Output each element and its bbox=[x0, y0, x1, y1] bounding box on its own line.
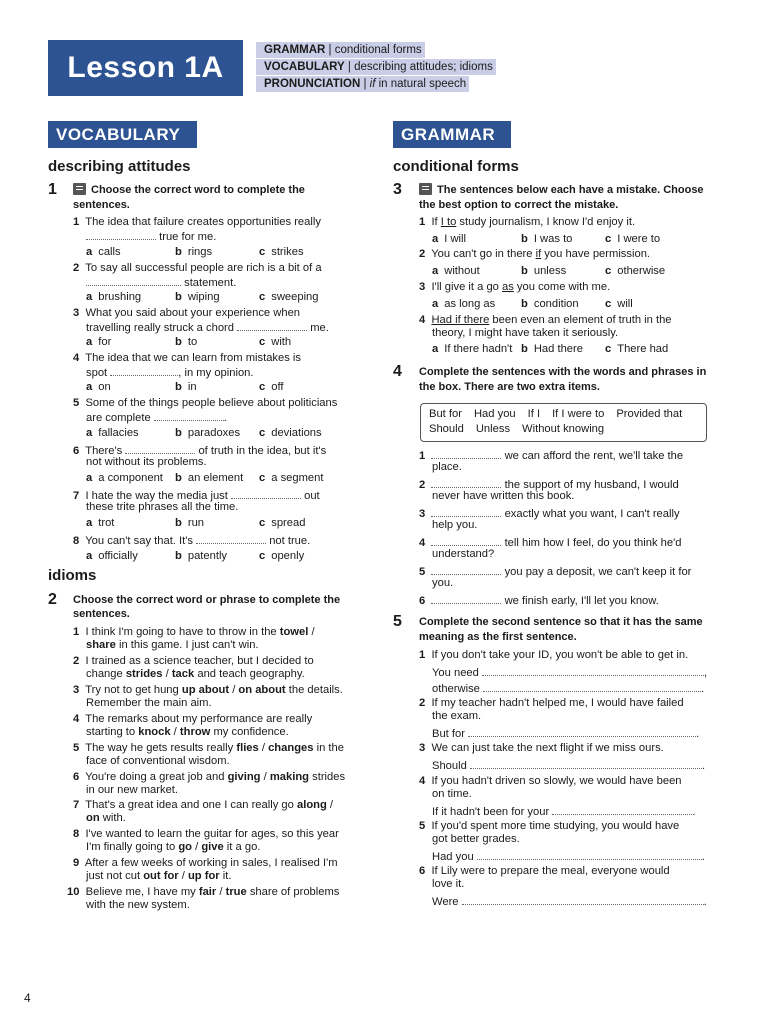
answer-blank[interactable] bbox=[86, 229, 156, 240]
option-word[interactable]: giving bbox=[227, 771, 261, 783]
option-word[interactable]: flies bbox=[236, 742, 259, 754]
option-word[interactable]: on bbox=[86, 812, 100, 824]
exercise-instruction: The sentences below each have a mistake. Choose bbox=[419, 183, 704, 197]
exercise-number: 4 bbox=[393, 363, 402, 380]
exercise-number: 2 bbox=[48, 591, 57, 608]
answer-blank[interactable] bbox=[237, 320, 307, 331]
exercise-instruction-cont: sentences. bbox=[73, 199, 130, 211]
answer-blank[interactable] bbox=[154, 410, 224, 421]
word-option: If I were to bbox=[552, 408, 605, 420]
subheading-describing-attitudes: describing attitudes bbox=[48, 158, 191, 175]
answer-blank[interactable] bbox=[431, 593, 501, 604]
workbook-icon bbox=[73, 183, 86, 195]
answer-line[interactable] bbox=[482, 665, 704, 676]
option-word[interactable]: go bbox=[178, 841, 192, 853]
option-word[interactable]: fair bbox=[198, 886, 217, 898]
exercise-number: 1 bbox=[48, 181, 57, 198]
option-word[interactable]: towel bbox=[279, 626, 309, 638]
subheading-conditional-forms: conditional forms bbox=[393, 158, 519, 175]
exercise-instruction-cont: the box. There are two extra items. bbox=[419, 381, 600, 393]
workbook-icon bbox=[419, 183, 432, 195]
answer-blank[interactable] bbox=[431, 506, 501, 517]
answer-line[interactable] bbox=[468, 726, 696, 737]
option-word[interactable]: true bbox=[225, 886, 247, 898]
exercise-instruction-cont: sentences. bbox=[73, 608, 130, 620]
vocabulary-heading: VOCABULARY bbox=[48, 121, 197, 148]
option-word[interactable]: up about bbox=[181, 684, 230, 696]
answer-blank[interactable] bbox=[431, 564, 501, 575]
focus-vocabulary: VOCABULARY | describing attitudes; idioms bbox=[256, 59, 496, 75]
answer-blank[interactable] bbox=[231, 488, 301, 499]
word-option: If I bbox=[527, 408, 541, 420]
answer-line[interactable] bbox=[477, 849, 702, 860]
exercise-instruction: Choose the correct word or phrase to complete the bbox=[73, 594, 341, 606]
page-number: 4 bbox=[24, 991, 31, 1005]
word-option: Had you bbox=[473, 408, 516, 420]
exercise-instruction: Choose the correct word to complete the bbox=[73, 183, 305, 197]
option-word[interactable]: out for bbox=[143, 870, 179, 882]
option-word[interactable]: changes bbox=[268, 742, 314, 754]
exercise-instruction: Complete the second sentence so that it has the same bbox=[419, 616, 703, 628]
word-box bbox=[420, 403, 707, 442]
answer-blank[interactable] bbox=[431, 448, 501, 459]
option-word[interactable]: tack bbox=[171, 668, 195, 680]
answer-blank[interactable] bbox=[431, 477, 501, 488]
answer-line[interactable] bbox=[462, 894, 704, 905]
exercise-instruction: Complete the sentences with the words and phrases in bbox=[419, 366, 707, 378]
answer-line[interactable] bbox=[470, 758, 702, 769]
word-option: Unless bbox=[475, 423, 511, 435]
grammar-heading: GRAMMAR bbox=[393, 121, 511, 148]
answer-blank[interactable] bbox=[196, 533, 266, 544]
word-option: Provided that bbox=[616, 408, 683, 420]
option-word[interactable]: up for bbox=[187, 870, 220, 882]
option-word[interactable]: throw bbox=[179, 726, 211, 738]
option-word[interactable]: give bbox=[201, 841, 224, 853]
subheading-idioms: idioms bbox=[48, 567, 97, 584]
answer-blank[interactable] bbox=[110, 365, 178, 376]
option-word[interactable]: strides bbox=[125, 668, 163, 680]
word-option: But for bbox=[429, 408, 462, 420]
answer-blank[interactable] bbox=[431, 535, 501, 546]
option-word[interactable]: share bbox=[86, 639, 116, 651]
exercise-number: 5 bbox=[393, 613, 402, 630]
focus-pronunciation: PRONUNCIATION | if in natural speech bbox=[256, 76, 469, 92]
exercise-number: 3 bbox=[393, 181, 402, 198]
exercise-instruction-cont: the best option to correct the mistake. bbox=[419, 199, 619, 211]
word-option: Should bbox=[429, 423, 464, 435]
answer-blank[interactable] bbox=[86, 275, 181, 286]
option-word[interactable]: knock bbox=[138, 726, 171, 738]
word-option: Without knowing bbox=[522, 423, 605, 435]
focus-grammar: GRAMMAR | conditional forms bbox=[256, 42, 425, 58]
exercise-instruction-cont: meaning as the first sentence. bbox=[419, 631, 577, 643]
option-word[interactable]: along bbox=[296, 799, 327, 811]
option-word[interactable]: on about bbox=[238, 684, 286, 696]
lesson-title: Lesson 1A bbox=[48, 40, 243, 96]
answer-blank[interactable] bbox=[125, 443, 195, 454]
answer-line[interactable] bbox=[483, 681, 701, 692]
answer-line[interactable] bbox=[552, 804, 692, 815]
option-word[interactable]: making bbox=[269, 771, 310, 783]
